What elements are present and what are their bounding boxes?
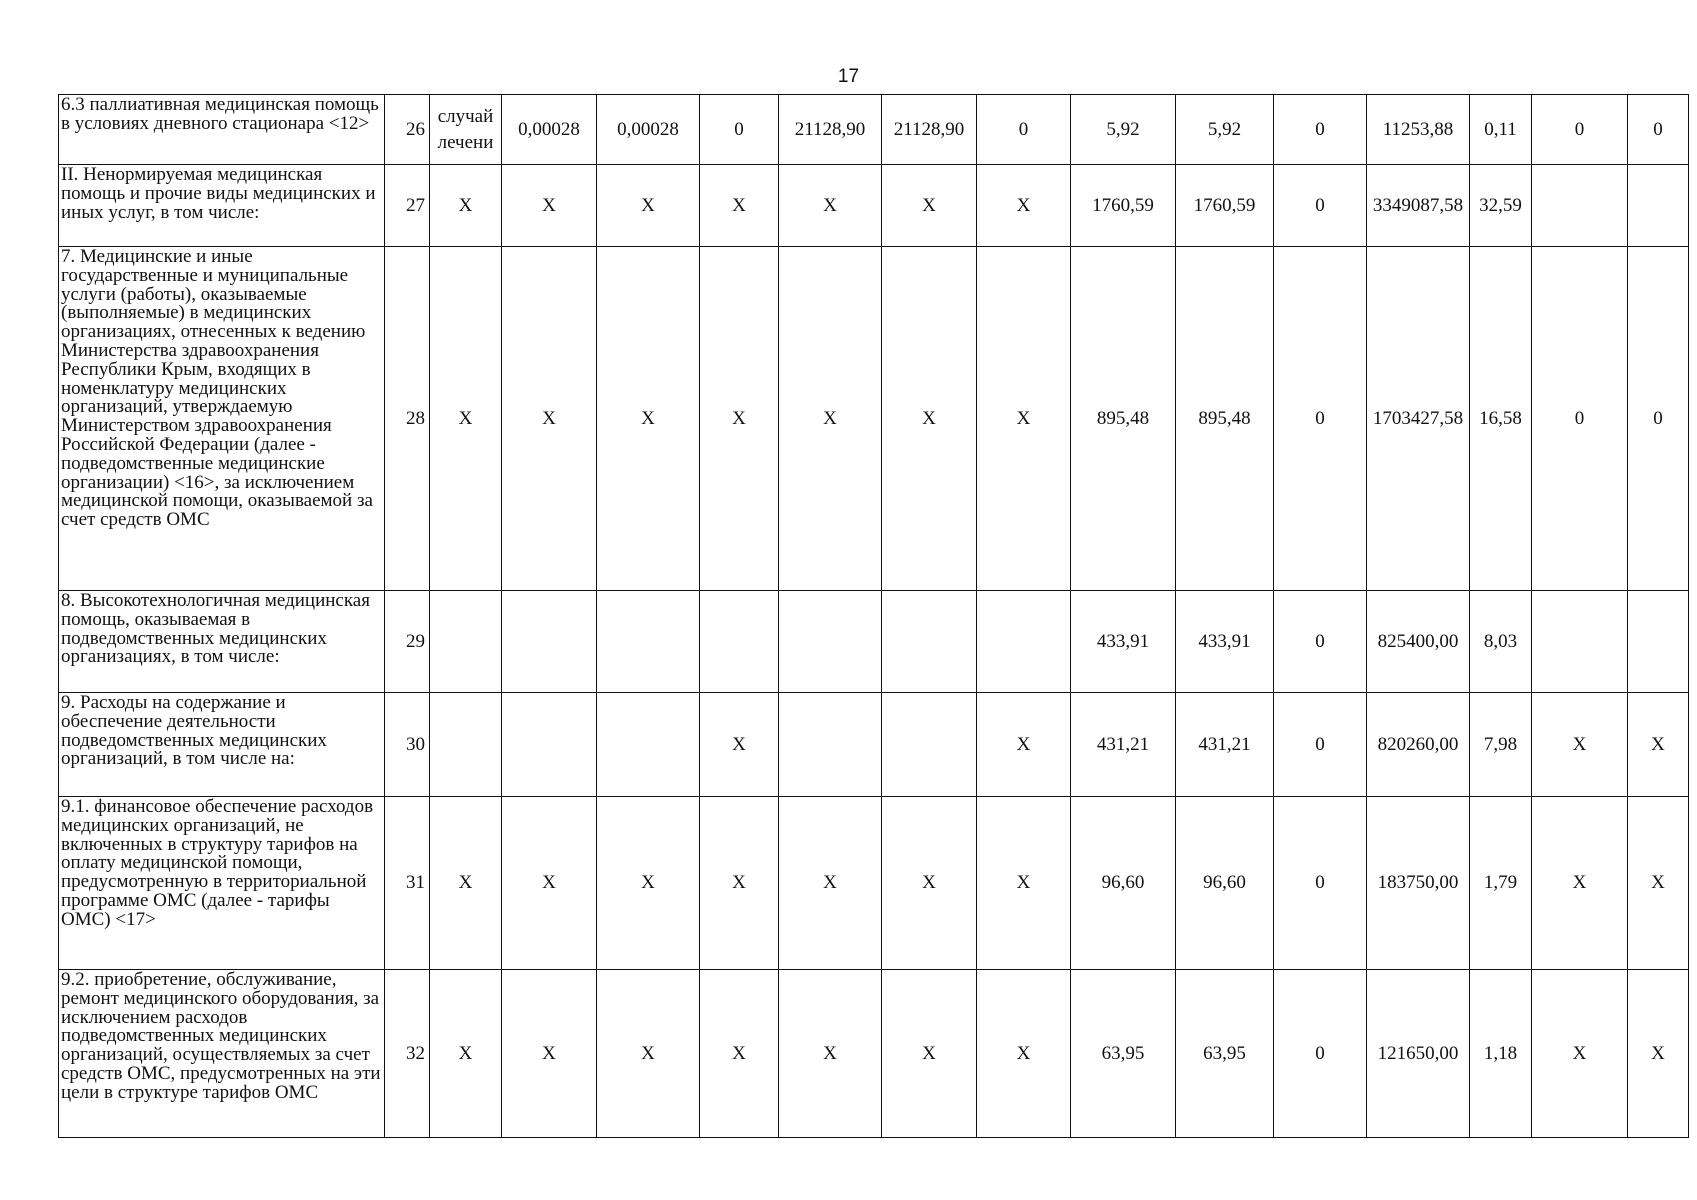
extra-col-1-cell: 0 (1532, 95, 1628, 165)
unit-cell: X (430, 165, 502, 247)
cost-oms-cell: X (977, 797, 1071, 970)
cost-oms-cell: X (977, 247, 1071, 591)
share-percent-cell: 8,03 (1470, 591, 1532, 693)
cost-oms-cell (977, 591, 1071, 693)
per-capita-oms-cell: 0 (1274, 165, 1367, 247)
volume-oms-cell (700, 591, 779, 693)
row-name-cell: 7. Медицинские и иные государственные и муниципальные услуги (работы), оказываемые (выполняемые) в медицинских организациях, отнесенных к ведению Министерства здравоохранения Республики Крым, входящих в номенклатуру медицинских организаций, утверждаемую Министерством здравоохранения Российской Федерации (далее - подведомственные медицинские организации) <16>, за исключением медицинской помощи, оказываемой за счет средств ОМС (59, 247, 385, 591)
volume-oms-cell: X (700, 693, 779, 797)
extra-col-1-cell: X (1532, 797, 1628, 970)
cost-oms-cell: X (977, 165, 1071, 247)
unit-cell (430, 693, 502, 797)
per-capita-total-cell: 895,48 (1071, 247, 1176, 591)
per-capita-oms-cell: 0 (1274, 693, 1367, 797)
extra-col-2-cell (1628, 591, 1689, 693)
financing-table (58, 94, 1689, 1138)
table-row (59, 797, 1689, 970)
volume-oms-cell: X (700, 797, 779, 970)
extra-col-2-cell: 0 (1628, 95, 1689, 165)
extra-col-1-cell (1532, 591, 1628, 693)
line-number-cell: 26 (385, 95, 430, 165)
total-sum-cell: 3349087,58 (1367, 165, 1470, 247)
line-number-cell: 30 (385, 693, 430, 797)
total-sum-cell: 183750,00 (1367, 797, 1470, 970)
volume-oms-cell: X (700, 247, 779, 591)
cost-oms-cell: X (977, 970, 1071, 1138)
per-capita-total-cell: 1760,59 (1071, 165, 1176, 247)
row-name-cell: 9.1. финансовое обеспечение расходов медицинских организаций, не включенных в структуру тарифов на оплату медицинской помощи, предусмотренную в территориальной программе ОМС (далее - тарифы ОМС) <17> (59, 797, 385, 970)
volume-total-cell (597, 693, 700, 797)
cost-total-cell: X (882, 247, 977, 591)
table-row (59, 165, 1689, 247)
extra-col-1-cell: X (1532, 693, 1628, 797)
per-capita-budget-cell: 63,95 (1176, 970, 1274, 1138)
cost-total-cell: X (882, 797, 977, 970)
cost-norm-cell: 21128,90 (779, 95, 882, 165)
share-percent-cell: 1,18 (1470, 970, 1532, 1138)
cost-total-cell: X (882, 165, 977, 247)
line-number-cell: 32 (385, 970, 430, 1138)
per-capita-oms-cell: 0 (1274, 591, 1367, 693)
table-row (59, 95, 1689, 165)
share-percent-cell: 16,58 (1470, 247, 1532, 591)
per-capita-total-cell: 96,60 (1071, 797, 1176, 970)
unit-cell: случай лечени (430, 95, 502, 165)
unit-cell: X (430, 970, 502, 1138)
volume-total-cell: X (597, 247, 700, 591)
row-name-cell: 9. Расходы на содержание и обеспечение деятельности подведомственных медицинских организаций, в том числе на: (59, 693, 385, 797)
row-name-cell: 8. Высокотехнологичная медицинская помощь, оказываемая в подведомственных медицинских организациях, в том числе: (59, 591, 385, 693)
total-sum-cell: 820260,00 (1367, 693, 1470, 797)
volume-oms-cell: X (700, 970, 779, 1138)
volume-total-cell: X (597, 165, 700, 247)
per-capita-oms-cell: 0 (1274, 970, 1367, 1138)
volume-norm-cell: X (502, 970, 597, 1138)
share-percent-cell: 7,98 (1470, 693, 1532, 797)
per-capita-budget-cell: 96,60 (1176, 797, 1274, 970)
extra-col-2-cell: X (1628, 797, 1689, 970)
cost-norm-cell: X (779, 970, 882, 1138)
extra-col-2-cell: X (1628, 693, 1689, 797)
cost-total-cell: 21128,90 (882, 95, 977, 165)
extra-col-1-cell: 0 (1532, 247, 1628, 591)
per-capita-budget-cell: 1760,59 (1176, 165, 1274, 247)
unit-cell (430, 591, 502, 693)
table-row (59, 693, 1689, 797)
volume-norm-cell: X (502, 165, 597, 247)
cost-oms-cell: X (977, 693, 1071, 797)
volume-norm-cell (502, 591, 597, 693)
per-capita-budget-cell: 895,48 (1176, 247, 1274, 591)
extra-col-1-cell (1532, 165, 1628, 247)
extra-col-2-cell (1628, 165, 1689, 247)
extra-col-2-cell: 0 (1628, 247, 1689, 591)
extra-col-2-cell: X (1628, 970, 1689, 1138)
line-number-cell: 29 (385, 591, 430, 693)
share-percent-cell: 32,59 (1470, 165, 1532, 247)
unit-cell: X (430, 797, 502, 970)
cost-norm-cell: X (779, 165, 882, 247)
table-row (59, 970, 1689, 1138)
per-capita-total-cell: 5,92 (1071, 95, 1176, 165)
cost-total-cell: X (882, 970, 977, 1138)
total-sum-cell: 121650,00 (1367, 970, 1470, 1138)
cost-total-cell (882, 591, 977, 693)
line-number-cell: 31 (385, 797, 430, 970)
row-name-cell: 6.3 паллиативная медицинская помощь в условиях дневного стационара <12> (59, 95, 385, 165)
line-number-cell: 27 (385, 165, 430, 247)
row-name-cell: 9.2. приобретение, обслуживание, ремонт медицинского оборудования, за исключением расходов подведомственных медицинских организаций, осуществляемых за счет средств ОМС, предусмотренных на эти цели в структуре тарифов ОМС (59, 970, 385, 1138)
volume-oms-cell: X (700, 165, 779, 247)
cost-norm-cell: X (779, 797, 882, 970)
volume-total-cell: 0,00028 (597, 95, 700, 165)
per-capita-total-cell: 431,21 (1071, 693, 1176, 797)
total-sum-cell: 11253,88 (1367, 95, 1470, 165)
total-sum-cell: 1703427,58 (1367, 247, 1470, 591)
total-sum-cell: 825400,00 (1367, 591, 1470, 693)
table-row (59, 247, 1689, 591)
page-number: 17 (837, 66, 860, 87)
per-capita-oms-cell: 0 (1274, 797, 1367, 970)
cost-total-cell (882, 693, 977, 797)
extra-col-1-cell: X (1532, 970, 1628, 1138)
line-number-cell: 28 (385, 247, 430, 591)
volume-norm-cell: X (502, 247, 597, 591)
share-percent-cell: 0,11 (1470, 95, 1532, 165)
cost-norm-cell (779, 591, 882, 693)
per-capita-budget-cell: 433,91 (1176, 591, 1274, 693)
per-capita-total-cell: 63,95 (1071, 970, 1176, 1138)
volume-total-cell: X (597, 797, 700, 970)
per-capita-budget-cell: 431,21 (1176, 693, 1274, 797)
volume-total-cell: X (597, 970, 700, 1138)
per-capita-total-cell: 433,91 (1071, 591, 1176, 693)
per-capita-budget-cell: 5,92 (1176, 95, 1274, 165)
volume-norm-cell: 0,00028 (502, 95, 597, 165)
cost-oms-cell: 0 (977, 95, 1071, 165)
per-capita-oms-cell: 0 (1274, 247, 1367, 591)
unit-cell: X (430, 247, 502, 591)
volume-norm-cell (502, 693, 597, 797)
volume-total-cell (597, 591, 700, 693)
volume-oms-cell: 0 (700, 95, 779, 165)
volume-norm-cell: X (502, 797, 597, 970)
row-name-cell: II. Ненормируемая медицинская помощь и прочие виды медицинских и иных услуг, в том числе: (59, 165, 385, 247)
table-body (59, 95, 1689, 1138)
cost-norm-cell: X (779, 247, 882, 591)
per-capita-oms-cell: 0 (1274, 95, 1367, 165)
table-row (59, 591, 1689, 693)
share-percent-cell: 1,79 (1470, 797, 1532, 970)
cost-norm-cell (779, 693, 882, 797)
